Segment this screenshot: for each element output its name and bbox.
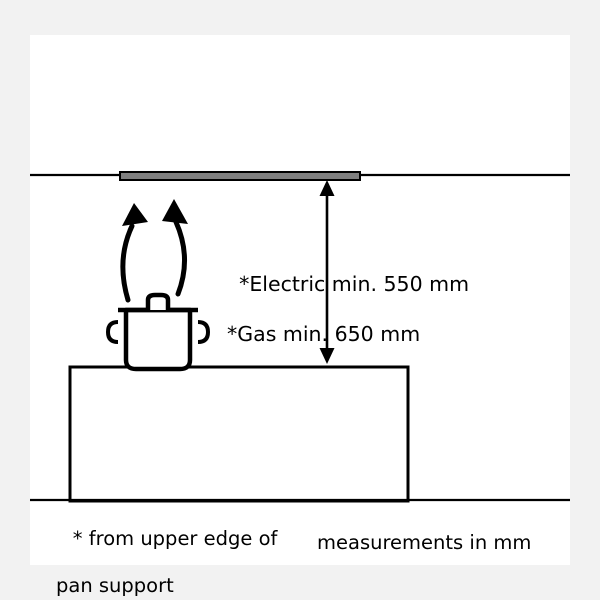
units-label: measurements in mm — [317, 531, 532, 554]
dimension-label — [213, 247, 469, 397]
hood-bar — [120, 172, 360, 180]
footnote-label-line2: pan support — [56, 574, 174, 598]
footnote-label — [48, 503, 277, 600]
steam-arrow-heads — [122, 199, 188, 226]
pot — [108, 295, 208, 369]
footnote-label-line1: * from upper edge of — [72, 526, 278, 550]
dimension-label-line1: *Electric min. 550 mm — [239, 272, 470, 296]
dimension-label-line2: *Gas min. 650 mm — [227, 322, 421, 346]
steam-arrows — [123, 222, 185, 300]
